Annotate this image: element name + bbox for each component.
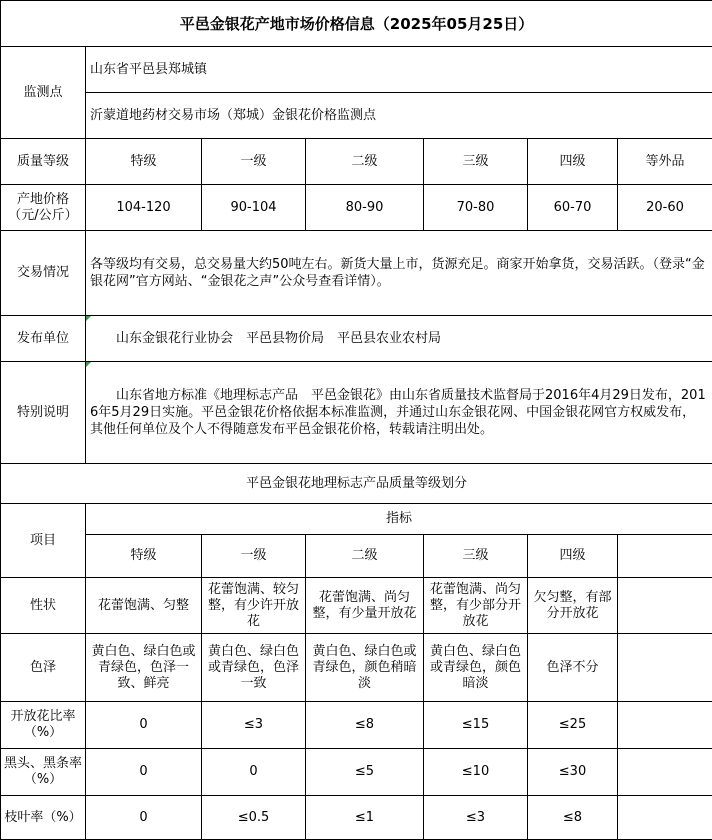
- quality-grade-cell: 三级: [424, 535, 528, 578]
- quality-grade-cell: 特级: [86, 535, 202, 578]
- empty-cell: [618, 749, 712, 796]
- quality-row-label: 色泽: [1, 634, 86, 702]
- empty-cell: [618, 535, 712, 578]
- empty-cell: [618, 634, 712, 702]
- price-cell: 104-120: [86, 185, 202, 231]
- monitor-market: 沂蒙道地药材交易市场（郑城）金银花价格监测点: [86, 93, 712, 139]
- quality-cell: 黄白色、绿白色或青绿色，色泽一致: [202, 634, 306, 702]
- quality-row: [1, 578, 712, 634]
- quality-cell: ≤5: [306, 749, 424, 796]
- quality-row: [1, 702, 712, 749]
- trade-label: 交易情况: [1, 231, 86, 316]
- quality-cell: ≤8: [528, 796, 618, 840]
- quality-cell: ≤30: [528, 749, 618, 796]
- quality-grade-row: [1, 535, 712, 578]
- price-label: 产地价格（元/公斤）: [1, 185, 86, 231]
- quality-grade-cell: 一级: [202, 535, 306, 578]
- quality-cell: 花蕾饱满、匀整: [86, 578, 202, 634]
- special-label: 特别说明: [1, 362, 86, 464]
- trade-text: 各等级均有交易，总交易量大约50吨左右。新货大量上市，货源充足。商家开始拿货，交易活跃。（登录“金银花网”官方网站、“金银花之声”公众号查看详情）。: [86, 231, 712, 316]
- quality-row-label: 黑头、黑条率（%）: [1, 749, 86, 796]
- quality-cell: 黄白色、绿白色或青绿色，色泽一致、鲜亮: [86, 634, 202, 702]
- price-row: [1, 185, 712, 231]
- quality-cell: 黄白色、绿白色或青绿色，颜色暗淡: [424, 634, 528, 702]
- item-label: 项目: [1, 504, 86, 578]
- quality-title: 平邑金银花地理标志产品质量等级划分: [1, 464, 712, 504]
- monitor-label: 监测点: [1, 47, 86, 139]
- price-cell: 70-80: [424, 185, 528, 231]
- grade-cell: 特级: [86, 139, 202, 185]
- quality-row-label: 枝叶率（%）: [1, 796, 86, 840]
- page-title: 平邑金银花产地市场价格信息（2025年05月25日）: [1, 1, 712, 47]
- quality-cell: ≤25: [528, 702, 618, 749]
- quality-cell: ≤10: [424, 749, 528, 796]
- quality-cell: 0: [202, 749, 306, 796]
- quality-cell: 色泽不分: [528, 634, 618, 702]
- quality-row: [1, 634, 712, 702]
- publisher-text: 山东金银花行业协会 平邑县物价局 平邑县农业农村局: [116, 330, 442, 346]
- quality-cell: 花蕾饱满、尚匀整，有少量开放花: [306, 578, 424, 634]
- price-cell: 90-104: [202, 185, 306, 231]
- quality-grade-cell: 二级: [306, 535, 424, 578]
- grade-cell: 一级: [202, 139, 306, 185]
- empty-cell: [618, 796, 712, 840]
- quality-cell: ≤1: [306, 796, 424, 840]
- quality-cell: 花蕾饱满、较匀整，有少许开放花: [202, 578, 306, 634]
- special-text: 山东省地方标准《地理标志产品 平邑金银花》由山东省质量技术监督局于2016年4月29日发布，2016年5月29日实施。平邑金银花价格依据本标准监测，并通过山东金银花网、中国金银花网官方权威发布，其他任何单位及个人不得随意发布平邑金银花价格，转载请注明出处。: [90, 388, 706, 437]
- price-cell: 60-70: [528, 185, 618, 231]
- quality-cell: 花蕾饱满、尚匀整，有少部分开放花: [424, 578, 528, 634]
- quality-row: [1, 796, 712, 840]
- quality-cell: 黄白色、绿白色或青绿色，颜色稍暗淡: [306, 634, 424, 702]
- quality-cell: 欠匀整，有部分开放花: [528, 578, 618, 634]
- grade-row: [1, 139, 712, 185]
- quality-cell: ≤8: [306, 702, 424, 749]
- quality-cell: ≤3: [202, 702, 306, 749]
- price-cell: 20-60: [618, 185, 712, 231]
- index-label: 指标: [86, 504, 712, 535]
- quality-grade-cell: 四级: [528, 535, 618, 578]
- empty-cell: [618, 578, 712, 634]
- quality-row-label: 性状: [1, 578, 86, 634]
- monitor-location: 山东省平邑县郑城镇: [86, 47, 712, 93]
- quality-cell: 0: [86, 749, 202, 796]
- quality-cell: ≤3: [424, 796, 528, 840]
- grade-cell: 三级: [424, 139, 528, 185]
- quality-cell: ≤0.5: [202, 796, 306, 840]
- empty-cell: [618, 702, 712, 749]
- quality-row: [1, 749, 712, 796]
- grade-cell: 四级: [528, 139, 618, 185]
- grade-cell: 二级: [306, 139, 424, 185]
- price-cell: 80-90: [306, 185, 424, 231]
- grade-cell: 等外品: [618, 139, 712, 185]
- quality-row-label: 开放花比率（%）: [1, 702, 86, 749]
- publisher-label: 发布单位: [1, 316, 86, 362]
- quality-cell: ≤15: [424, 702, 528, 749]
- quality-cell: 0: [86, 796, 202, 840]
- grade-label: 质量等级: [1, 139, 86, 185]
- quality-cell: 0: [86, 702, 202, 749]
